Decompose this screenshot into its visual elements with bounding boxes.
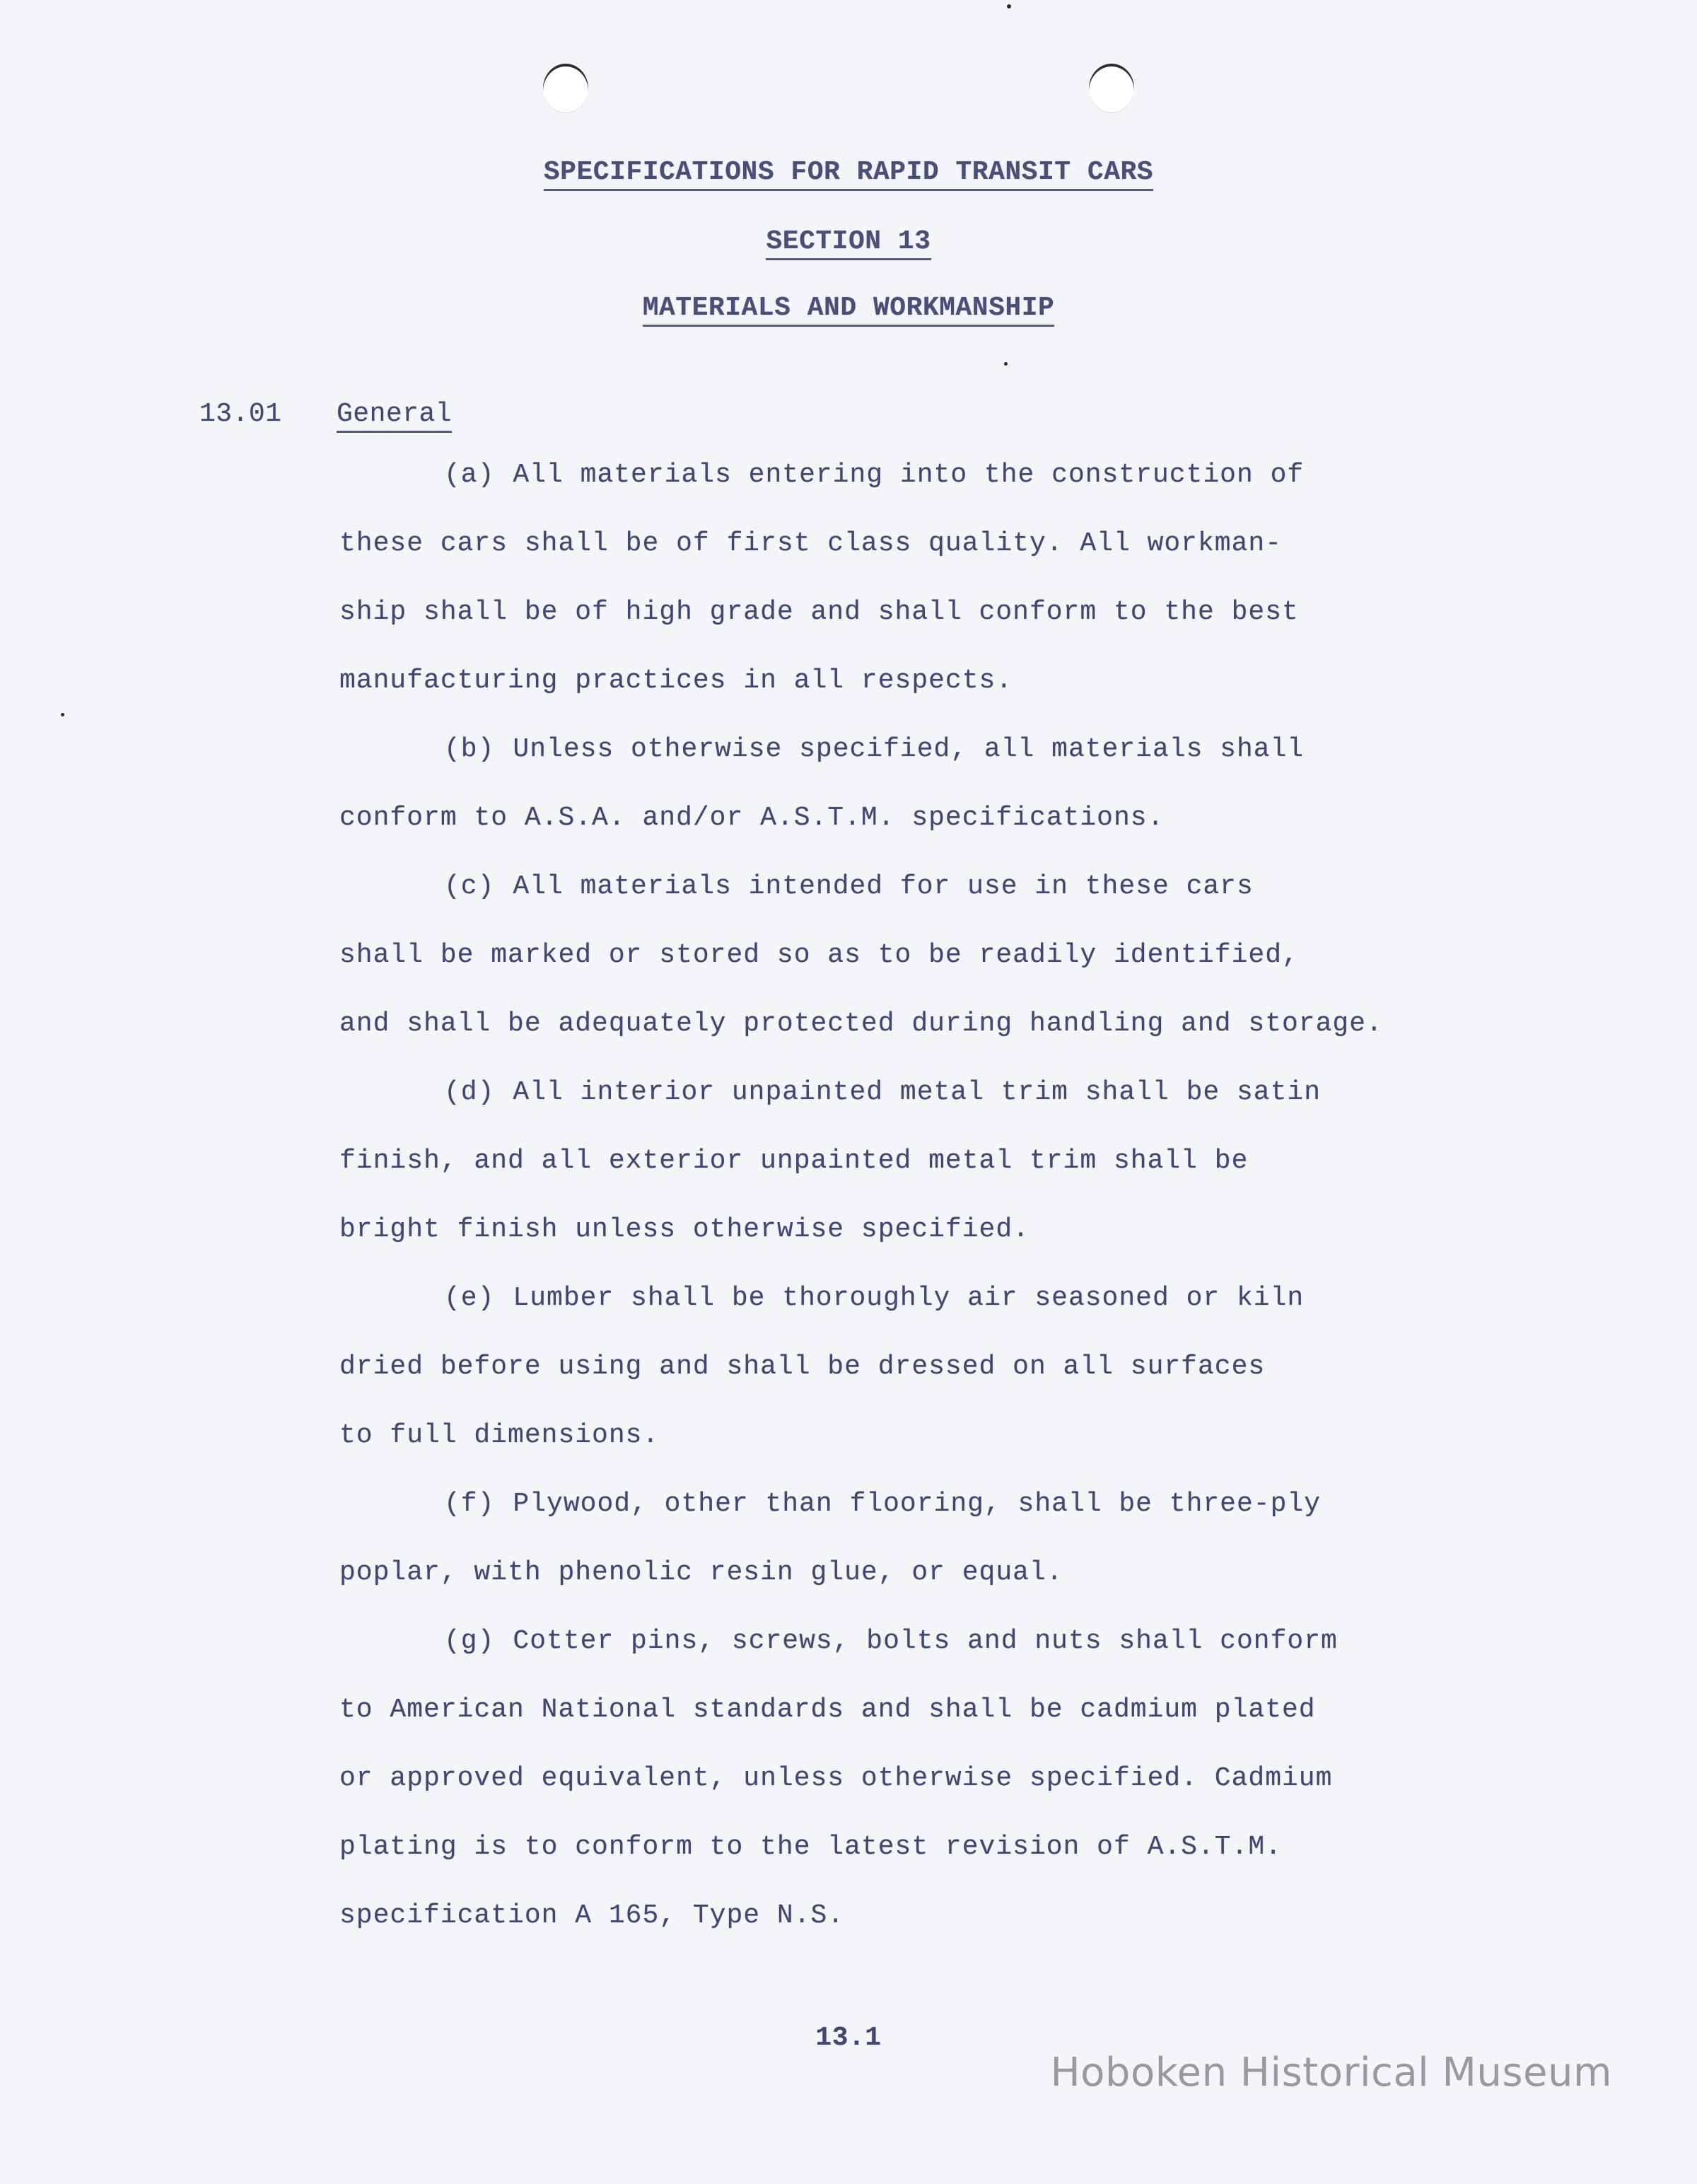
- punch-hole-left: [543, 64, 588, 113]
- line-text: finish, and all exterior unpainted metal trim shall be: [339, 1146, 1249, 1176]
- item-label: (e): [444, 1283, 495, 1313]
- text-line: [339, 1146, 1612, 1214]
- ink-speck: [1007, 4, 1011, 8]
- line-text: shall be marked or stored so as to be readily identified,: [339, 940, 1299, 970]
- line-text: to American National standards and shall be cadmium plated: [339, 1695, 1316, 1725]
- section-subtitle: MATERIALS AND WORKMANSHIP: [0, 293, 1697, 324]
- ink-speck: [61, 713, 64, 716]
- text-line: [339, 1420, 1612, 1489]
- item-label: (c): [444, 871, 495, 902]
- item-label: (d): [444, 1077, 495, 1108]
- text-line: [339, 871, 1612, 940]
- text-line: [339, 1283, 1612, 1352]
- text-line: [339, 1557, 1612, 1626]
- line-text: manufacturing practices in all respects.: [339, 666, 1013, 696]
- text-line: [339, 597, 1612, 666]
- line-text: poplar, with phenolic resin glue, or equal.: [339, 1557, 1063, 1588]
- text-line: [339, 734, 1612, 803]
- page-number: 13.1: [815, 2023, 882, 2053]
- text-line: [339, 1214, 1612, 1283]
- text-line: [339, 1352, 1612, 1420]
- specification-text: [339, 460, 1612, 1969]
- item-label: (a): [444, 460, 495, 490]
- line-text: Lumber shall be thoroughly air seasoned or kiln: [513, 1283, 1305, 1313]
- line-text: All materials intended for use in these cars: [513, 871, 1254, 902]
- line-text: and shall be adequately protected during handling and storage.: [339, 1009, 1383, 1039]
- text-line: [339, 940, 1612, 1009]
- line-text: conform to A.S.A. and/or A.S.T.M. specifications.: [339, 803, 1165, 833]
- text-line: [339, 1832, 1612, 1900]
- line-text: these cars shall be of first class quality. All workman-: [339, 528, 1283, 559]
- item-label: (g): [444, 1626, 495, 1656]
- item-label: (f): [444, 1489, 495, 1519]
- text-line: [339, 803, 1612, 871]
- ink-speck: [1004, 362, 1008, 366]
- line-text: Plywood, other than flooring, shall be three-ply: [513, 1489, 1321, 1519]
- text-line: [339, 1626, 1612, 1695]
- item-label: (b): [444, 734, 495, 765]
- line-text: Unless otherwise specified, all materials shall: [513, 734, 1305, 765]
- line-text: ship shall be of high grade and shall conform to the best: [339, 597, 1299, 627]
- line-text: plating is to conform to the latest revision of A.S.T.M.: [339, 1832, 1283, 1862]
- line-text: dried before using and shall be dressed on all surfaces: [339, 1352, 1266, 1382]
- text-line: [339, 1695, 1612, 1763]
- text-line: [339, 1489, 1612, 1557]
- section-heading: SECTION 13: [0, 226, 1697, 257]
- document-title: SPECIFICATIONS FOR RAPID TRANSIT CARS: [0, 157, 1697, 188]
- line-text: bright finish unless otherwise specified.: [339, 1214, 1030, 1245]
- text-line: [339, 666, 1612, 734]
- text-line: [339, 1900, 1612, 1969]
- line-text: All materials entering into the construction of: [513, 460, 1305, 490]
- punch-hole-right: [1089, 64, 1134, 113]
- text-line: [339, 1077, 1612, 1146]
- text-line: [339, 528, 1612, 597]
- museum-watermark: Hoboken Historical Museum: [1050, 2050, 1612, 2096]
- text-line: [339, 1009, 1612, 1077]
- line-text: Cotter pins, screws, bolts and nuts shall conform: [513, 1626, 1338, 1656]
- subsection-number: 13.01: [199, 399, 282, 429]
- line-text: specification A 165, Type N.S.: [339, 1900, 845, 1931]
- line-text: All interior unpainted metal trim shall be satin: [513, 1077, 1321, 1108]
- subsection-title: General: [337, 399, 452, 430]
- text-line: [339, 1763, 1612, 1832]
- line-text: or approved equivalent, unless otherwise specified. Cadmium: [339, 1763, 1333, 1794]
- text-line: [339, 460, 1612, 528]
- line-text: to full dimensions.: [339, 1420, 660, 1451]
